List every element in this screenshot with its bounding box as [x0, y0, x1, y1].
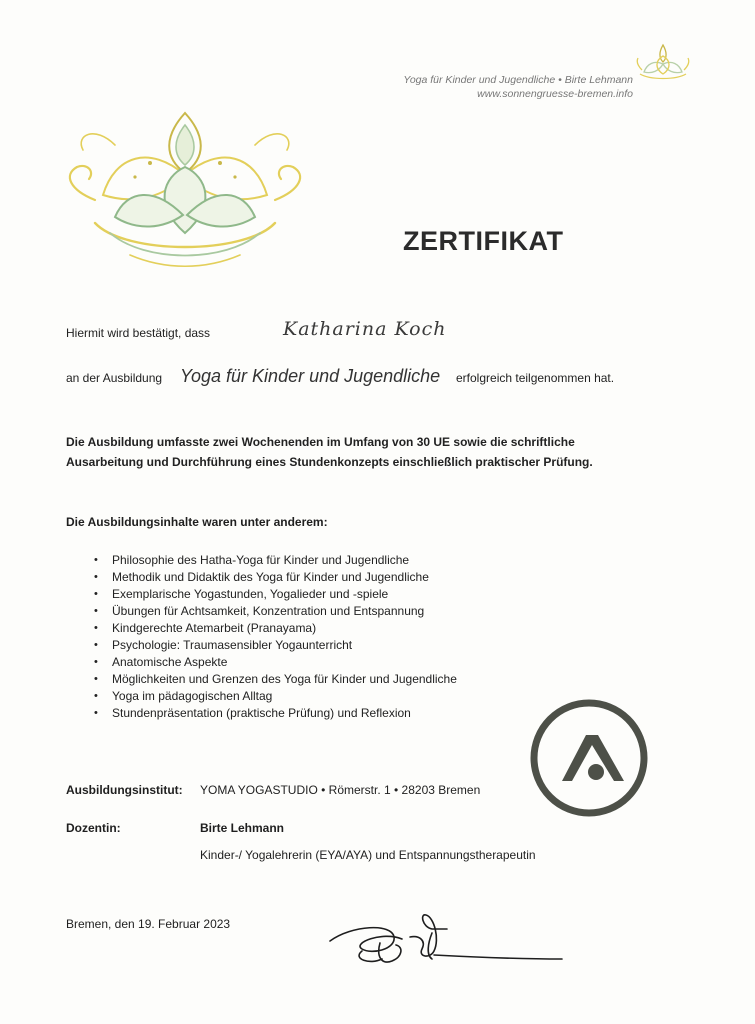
training-summary	[66, 432, 666, 472]
list-item: • Möglichkeiten und Grenzen des Yoga für Kinder und Jugendliche	[94, 672, 457, 686]
bullet-icon: •	[94, 639, 98, 651]
header-website: www.sonnengruesse-bremen.info	[477, 88, 633, 100]
institute-value: YOMA YOGASTUDIO • Römerstr. 1 • 28203 Bremen	[200, 783, 481, 797]
header-tagline: Yoga für Kinder und Jugendliche • Birte Lehmann	[403, 74, 633, 86]
small-lotus-logo-icon	[632, 40, 694, 86]
list-item: • Kindgerechte Atemarbeit (Pranayama)	[94, 621, 317, 635]
course-suffix: erfolgreich teilgenommen hat.	[456, 371, 615, 385]
course-name: Yoga für Kinder und Jugendliche	[180, 366, 441, 386]
summary-line-2: Ausarbeitung und Durchführung eines Stundenkonzepts einschließlich praktischer Prüfung.	[66, 455, 593, 469]
bullet-icon: •	[94, 673, 98, 685]
lotus-illustration-icon	[55, 105, 320, 275]
summary-line-1: Die Ausbildung umfasste zwei Wochenenden im Umfang von 30 UE sowie die schriftliche	[66, 435, 575, 449]
lecturer-label: Dozentin:	[66, 821, 121, 835]
list-item: • Exemplarische Yogastunden, Yogalieder und -spiele	[94, 587, 389, 601]
list-item: • Yoga im pädagogischen Alltag	[94, 689, 273, 703]
bullet-icon: •	[94, 690, 98, 702]
bullet-icon: •	[94, 588, 98, 600]
lecturer-role: Kinder-/ Yogalehrerin (EYA/AYA) und Entspannungstherapeutin	[200, 848, 536, 862]
contents-heading: Die Ausbildungsinhalte waren unter anderem:	[66, 515, 328, 529]
lecturer-name: Birte Lehmann	[200, 821, 285, 835]
list-item: • Anatomische Aspekte	[94, 655, 228, 669]
bullet-icon: •	[94, 656, 98, 668]
contents-list	[94, 552, 457, 722]
course-prefix: an der Ausbildung	[66, 371, 163, 385]
place-date: Bremen, den 19. Februar 2023	[66, 917, 231, 931]
bullet-icon: •	[94, 605, 98, 617]
institute-label: Ausbildungsinstitut:	[66, 783, 183, 797]
bullet-icon: •	[94, 554, 98, 566]
confirmation-prefix: Hiermit wird bestätigt, dass	[66, 326, 211, 340]
list-item: • Psychologie: Traumasensibler Yogaunterricht	[94, 638, 353, 652]
list-item: • Philosophie des Hatha-Yoga für Kinder und Jugendliche	[94, 553, 410, 567]
bullet-icon: •	[94, 707, 98, 719]
signature-icon	[322, 903, 572, 973]
participant-name: Katharina Koch	[283, 318, 447, 340]
list-item: • Methodik und Didaktik des Yoga für Kinder und Jugendliche	[94, 570, 429, 584]
list-item: • Übungen für Achtsamkeit, Konzentration und Entspannung	[94, 604, 425, 618]
yoma-studio-logo-icon	[528, 697, 650, 819]
certificate-title: ZERTIFIKAT	[403, 226, 564, 256]
bullet-icon: •	[94, 622, 98, 634]
list-item: • Stundenpräsentation (praktische Prüfung) und Reflexion	[94, 706, 411, 720]
bullet-icon: •	[94, 571, 98, 583]
